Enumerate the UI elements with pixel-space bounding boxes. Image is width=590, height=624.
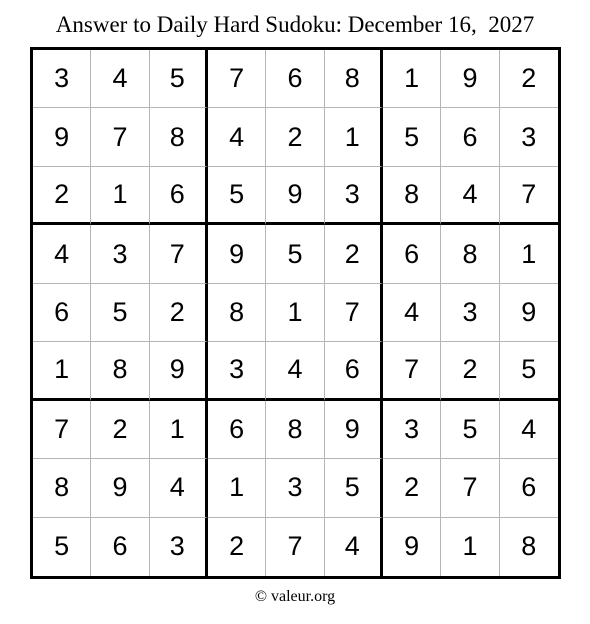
sudoku-cell: 1: [150, 401, 208, 459]
sudoku-cell: 9: [325, 401, 383, 459]
sudoku-cell: 6: [383, 225, 441, 283]
sudoku-cell: 6: [91, 518, 149, 576]
sudoku-cell: 1: [383, 50, 441, 108]
sudoku-cell: 2: [33, 167, 91, 225]
sudoku-cell: 2: [91, 401, 149, 459]
sudoku-cell: 2: [441, 342, 499, 400]
sudoku-cell: 8: [33, 459, 91, 517]
sudoku-cell: 7: [325, 284, 383, 342]
sudoku-cell: 5: [383, 108, 441, 166]
sudoku-cell: 6: [500, 459, 558, 517]
sudoku-cell: 7: [441, 459, 499, 517]
sudoku-cell: 7: [91, 108, 149, 166]
sudoku-cell: 5: [441, 401, 499, 459]
sudoku-cell: 9: [441, 50, 499, 108]
sudoku-cell: 7: [500, 167, 558, 225]
sudoku-cell: 4: [91, 50, 149, 108]
sudoku-cell: 8: [325, 50, 383, 108]
sudoku-cell: 5: [266, 225, 324, 283]
sudoku-cell: 2: [266, 108, 324, 166]
sudoku-cell: 1: [266, 284, 324, 342]
sudoku-cell: 5: [208, 167, 266, 225]
sudoku-cell: 3: [91, 225, 149, 283]
sudoku-cell: 8: [383, 167, 441, 225]
sudoku-cell: 5: [91, 284, 149, 342]
sudoku-cell: 9: [33, 108, 91, 166]
sudoku-cell: 2: [325, 225, 383, 283]
sudoku-cell: 1: [33, 342, 91, 400]
sudoku-cell: 5: [150, 50, 208, 108]
sudoku-cell: 9: [91, 459, 149, 517]
sudoku-cell: 7: [33, 401, 91, 459]
sudoku-cell: 3: [325, 167, 383, 225]
sudoku-cell: 8: [521, 531, 537, 562]
sudoku-cell: 6: [441, 108, 499, 166]
sudoku-cell: 3: [500, 108, 558, 166]
sudoku-cell: 8: [266, 401, 324, 459]
sudoku-cell: 4: [150, 459, 208, 517]
sudoku-cell: 2: [208, 518, 266, 576]
sudoku-cell: 7: [150, 225, 208, 283]
sudoku-cell: 8: [150, 108, 208, 166]
sudoku-cell: 2: [500, 50, 558, 108]
sudoku-cell: 9: [500, 284, 558, 342]
sudoku-cell: 9: [150, 342, 208, 400]
sudoku-cell: 8: [441, 225, 499, 283]
sudoku-cell: 1: [500, 225, 558, 283]
sudoku-cell: 1: [441, 518, 499, 576]
sudoku-cell: 8: [91, 342, 149, 400]
sudoku-cell: 8: [208, 284, 266, 342]
sudoku-cell: 4: [383, 284, 441, 342]
page-title: Answer to Daily Hard Sudoku: December 16, 2027: [55, 12, 535, 37]
sudoku-cell: 4: [325, 518, 383, 576]
sudoku-cell: 4: [208, 108, 266, 166]
sudoku-board: [30, 47, 561, 579]
sudoku-cell: 6: [266, 50, 324, 108]
sudoku-cell: 3: [33, 50, 91, 108]
sudoku-cell: 6: [33, 284, 91, 342]
sudoku-cell: 3: [208, 342, 266, 400]
sudoku-cell: 4: [266, 342, 324, 400]
sudoku-cell: 4: [33, 225, 91, 283]
copyright-footer: © valeur.org: [254, 588, 336, 605]
sudoku-cell: 2: [150, 284, 208, 342]
sudoku-cell: 6: [325, 342, 383, 400]
sudoku-cell: 7: [383, 342, 441, 400]
sudoku-cell: 7: [208, 50, 266, 108]
sudoku-cell: 5: [33, 518, 91, 576]
sudoku-cell: 9: [266, 167, 324, 225]
sudoku-cell: 5: [500, 342, 558, 400]
sudoku-cell: 3: [150, 518, 208, 576]
sudoku-cell: 4: [441, 167, 499, 225]
sudoku-cell: 5: [325, 459, 383, 517]
sudoku-cell: 1: [325, 108, 383, 166]
sudoku-cell: 7: [266, 518, 324, 576]
sudoku-cell: 2: [383, 459, 441, 517]
sudoku-cell: 9: [208, 225, 266, 283]
sudoku-cell: 4: [500, 401, 558, 459]
sudoku-cell: 1: [91, 167, 149, 225]
sudoku-cell: 3: [441, 284, 499, 342]
sudoku-cell: 9: [383, 518, 441, 576]
sudoku-cell: 1: [208, 459, 266, 517]
sudoku-cell: 3: [266, 459, 324, 517]
sudoku-cell: 6: [208, 401, 266, 459]
sudoku-cell: 3: [383, 401, 441, 459]
sudoku-cell: 6: [150, 167, 208, 225]
